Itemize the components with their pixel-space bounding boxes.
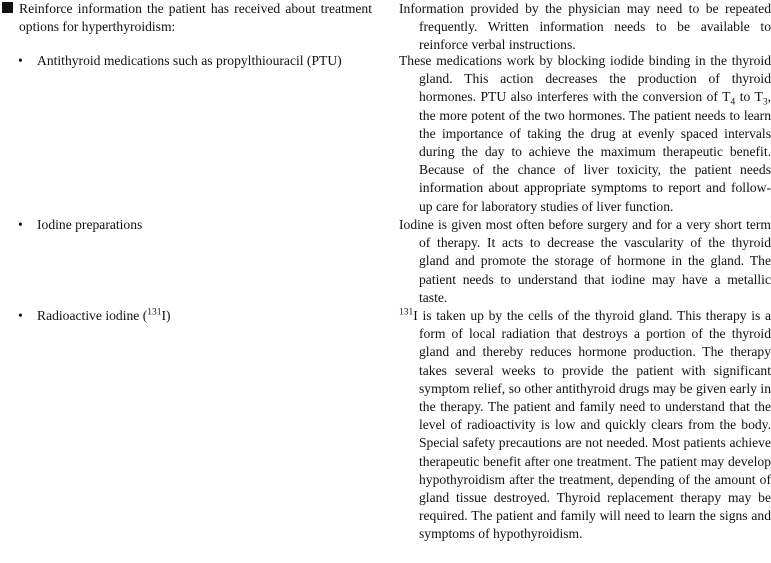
- item-row-antithyroid: [0, 52, 771, 216]
- rationale-text: to T: [735, 89, 763, 105]
- intro-row: [0, 0, 771, 55]
- item-rationale-iodine: [399, 216, 771, 307]
- superscript: 131: [399, 307, 414, 318]
- item-label-radioactive-iodine: [0, 307, 372, 325]
- intro-rationale: [399, 0, 771, 55]
- subscript: 4: [730, 98, 736, 109]
- subscript: 3: [762, 98, 768, 109]
- rationale-text: , the more potent of the two hormones. The patient needs to learn the importance of taking the drug at evenly spaced intervals during the day to achieve the maximum therapeutic benefit. Because of the chance of liver toxicity, the patient needs information about appropriate symptoms to report and follow-up care for laboratory studies of liver function.: [419, 89, 771, 214]
- item-rationale-antithyroid: [399, 52, 771, 216]
- superscript: 131: [147, 307, 162, 318]
- item-row-iodine: [0, 216, 771, 307]
- item-label-text: Radioactive iodine (: [37, 308, 148, 323]
- filled-square-icon: [2, 2, 13, 13]
- intro-instruction: [0, 0, 372, 36]
- item-label-antithyroid: [0, 52, 372, 70]
- bullet-icon: •: [18, 217, 23, 232]
- item-label-text: Antithyroid medications such as propylthiouracil (PTU): [37, 53, 342, 68]
- intro-instruction-text: Reinforce information the patient has received about treatment options for hyperthyroidism:: [19, 1, 372, 35]
- bullet-icon: •: [18, 53, 23, 68]
- item-rationale-radioactive-iodine: [399, 307, 771, 544]
- item-label-iodine: [0, 216, 372, 234]
- intro-rationale-text: Information provided by the physician may need to be repeated frequently. Written information needs to be available to reinforce verbal instructions.: [399, 1, 771, 53]
- item-label-text: I): [161, 308, 171, 323]
- bullet-icon: •: [18, 308, 23, 323]
- rationale-text: Iodine is given most often before surgery and for a very short term of therapy. It acts to decrease the vascularity of the thyroid gland and promote the storage of hormone in the gland. The patient needs to understand that iodine may have a metallic taste.: [399, 217, 771, 305]
- item-row-radioactive-iodine: [0, 307, 771, 544]
- rationale-text: I is taken up by the cells of the thyroid gland. This therapy is a form of local radiation that destroys a portion of the thyroid gland and thereby reduces hormone production. The therapy takes several weeks to provide the patient with significant symptom relief, so other antithyroid drugs may be given early in the therapy. The patient and family need to understand that the level of radioactivity is low and quickly clears from the body. Special safety precautions are not needed. Most patients achieve therapeutic benefit after one treatment. The patient may develop hypothyroidism after the treatment, depending of the amount of gland tissue destroyed. Thyroid replacement therapy may be required. The patient and family will need to learn the signs and symptoms of hypothyroidism.: [413, 308, 771, 542]
- item-label-text: Iodine preparations: [37, 217, 143, 232]
- rationale-text: These medications work by blocking iodide binding in the thyroid gland. This action decreases the production of thyroid hormones. PTU also interferes with the conversion of T: [399, 53, 771, 105]
